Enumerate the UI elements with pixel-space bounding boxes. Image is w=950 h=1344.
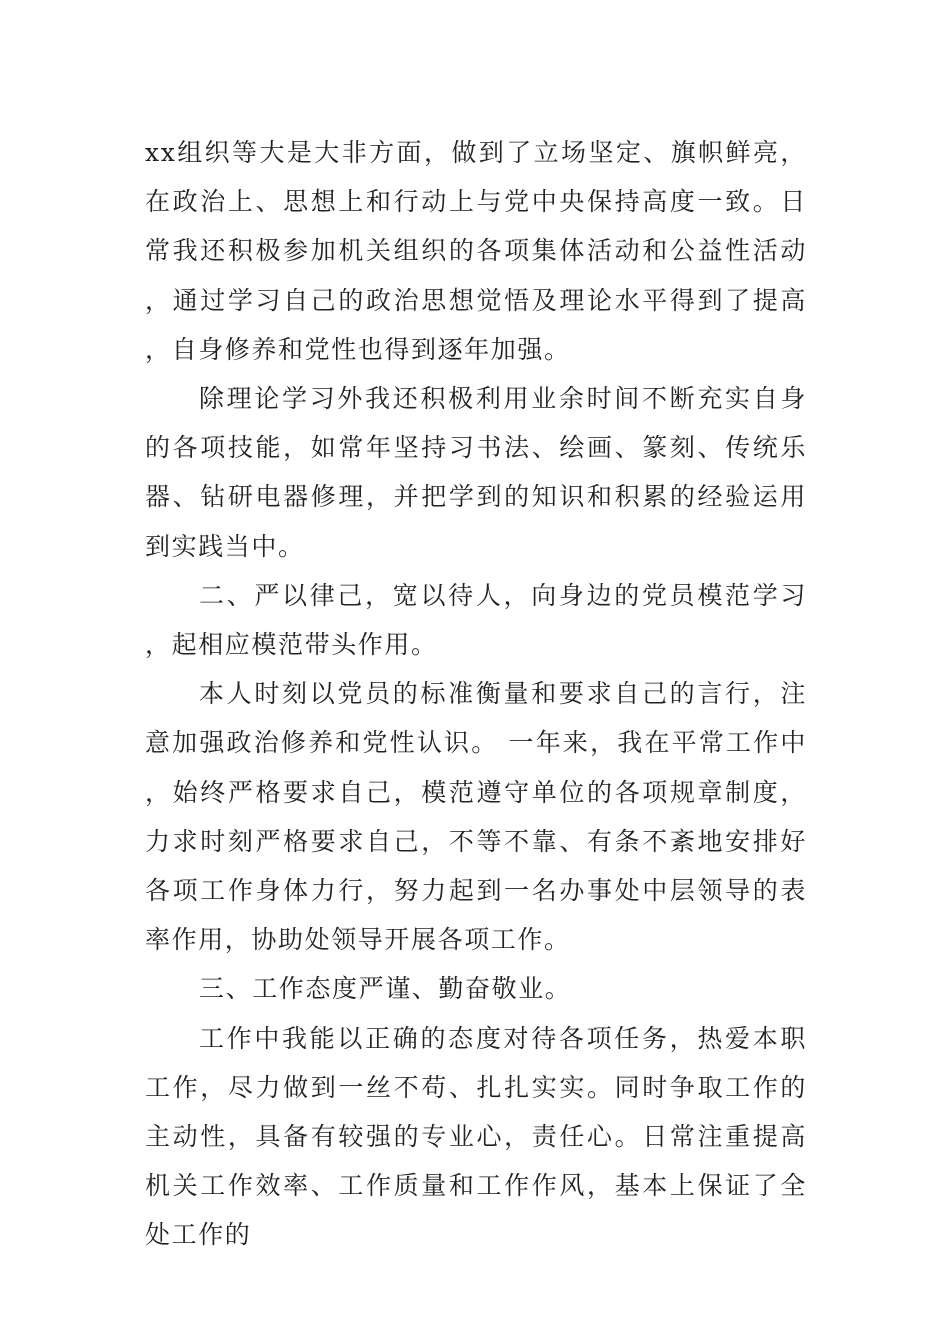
paragraph-3: 本人时刻以党员的标准衡量和要求自己的言行，注意加强政治修养和党性认识。 一年来，我在平常工作中，始终严格要求自己，模范遵守单位的各项规章制度，力求时刻严格要求自己，不等不靠、有条不紊地安排好各项工作身体力行，努力起到一名办事处中层领导的表率作用，协助处领导开展各项工作。 (145, 679, 807, 955)
paragraph-2: 除理论学习外我还积极利用业余时间不断充实自身的各项技能，如常年坚持习书法、绘画、篆刻、传统乐器、钻研电器修理，并把学到的知识和积累的经验运用到实践当中。 (145, 384, 807, 561)
paragraph-1: xx组织等大是大非方面，做到了立场坚定、旗帜鲜亮，在政治上、思想上和行动上与党中央保持高度一致。日常我还积极参加机关组织的各项集体活动和公益性活动，通过学习自己的政治思想觉悟及理论水平得到了提高，自身修养和党性也得到逐年加强。 (145, 138, 807, 364)
section-heading-2: 二、严以律己，宽以待人，向身边的党员模范学习，起相应模范带头作用。 (145, 580, 807, 660)
section-heading-3: 三、工作态度严谨、勤奋敬业。 (199, 974, 572, 1004)
paragraph-4: 工作中我能以正确的态度对待各项任务，热爱本职工作，尽力做到一丝不苟、扎扎实实。同时争取工作的主动性，具备有较强的专业心，责任心。日常注重提高机关工作效率、工作质量和工作作风，基本上保证了全处工作的 (145, 1023, 807, 1250)
document-body (145, 128, 807, 1260)
